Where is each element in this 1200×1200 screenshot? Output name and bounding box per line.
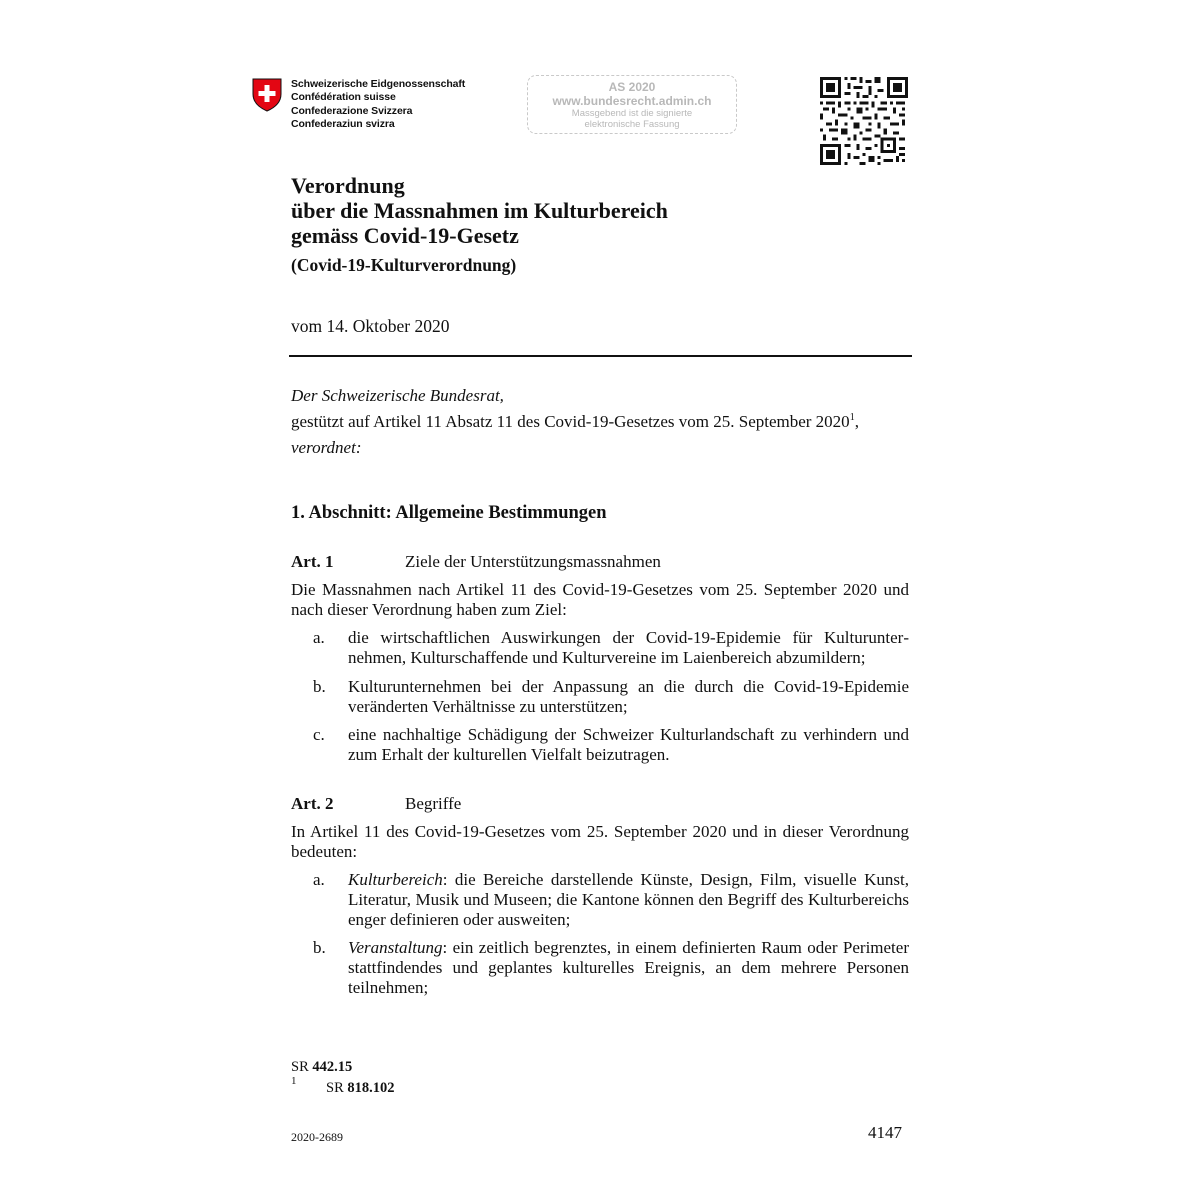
sr-reference — [291, 1058, 352, 1076]
article-title: Ziele der Unterstützungsmassnahmen — [405, 552, 661, 571]
preamble-basis — [291, 411, 859, 433]
item-text: die wirtschaftlichen Auswirkungen der Covid-19-Epidemie für Kulturunternehmen, Kulturschaffende und Kulturvereine im Laienbereich abzumildern; — [348, 628, 909, 667]
item-letter: b. — [313, 938, 326, 957]
document-title — [291, 173, 668, 248]
article-intro: Die Massnahmen nach Artikel 11 des Covid-19-Gesetzes vom 25. September 2020 und nach dieser Verordnung haben zum Ziel: — [291, 580, 909, 619]
title-divider — [289, 355, 912, 357]
swiss-coat-of-arms-icon — [252, 78, 282, 112]
preamble-basis-text: gestützt auf Artikel 11 Absatz 11 des Covid-19-Gesetzes vom 25. September 2020 — [291, 412, 850, 431]
page-number: 4147 — [868, 1123, 902, 1142]
authority-line: Confederazione Svizzera — [291, 104, 413, 117]
short-title: (Covid-19-Kulturverordnung) — [291, 255, 517, 275]
stamp-note: Massgebend ist die signierte — [571, 108, 693, 119]
stamp-note: elektronische Fassung — [584, 119, 680, 130]
footnote-text — [326, 1079, 395, 1097]
authority-block — [291, 78, 465, 131]
article-number: Art. 2 — [291, 794, 334, 813]
footnote-prefix: SR — [326, 1080, 348, 1096]
authority-line: Confédération suisse — [291, 91, 396, 104]
stamp-url: www.bundesrecht.admin.ch — [552, 94, 712, 108]
sr-prefix: SR — [291, 1059, 313, 1075]
qr-code-icon — [820, 77, 908, 165]
footnote-sr: 818.102 — [347, 1080, 395, 1096]
article-number: Art. 1 — [291, 552, 334, 571]
authority-line: Schweizerische Eidgenossenschaft — [291, 78, 466, 90]
item-letter: a. — [313, 870, 325, 889]
item-text — [348, 938, 909, 998]
definition-text: : die Bereiche darstellende Künste, Design, Film, visuelle Kunst, Literatur, Musik und Museen; die Kantone können den Begriff des Kulturbereichs enger definieren oder ausweiten; — [348, 870, 909, 929]
authority-line: Confederaziun svizra — [291, 117, 395, 130]
title-line: über die Massnahmen im Kulturbereich — [291, 198, 668, 223]
preamble-decree: verordnet: — [291, 438, 362, 457]
footnote-number: 1 — [291, 1075, 297, 1087]
stamp-as: AS 2020 — [608, 80, 656, 94]
item-text — [348, 870, 909, 930]
document-number: 2020-2689 — [291, 1130, 343, 1144]
item-text: eine nachhaltige Schädigung der Schweizer Kulturlandschaft zu verhindern und zum Erhalt der kulturellen Vielfalt beizutragen. — [348, 725, 909, 764]
defined-term: Kulturbereich — [348, 870, 443, 889]
article-title: Begriffe — [405, 794, 462, 813]
defined-term: Veranstaltung — [348, 938, 443, 957]
item-letter: c. — [313, 725, 325, 744]
document-date: vom 14. Oktober 2020 — [291, 316, 450, 336]
preamble-basis-suffix: , — [854, 412, 859, 431]
article-intro: In Artikel 11 des Covid-19-Gesetzes vom 25. September 2020 und in dieser Verordnung bedeuten: — [291, 822, 909, 861]
item-letter: b. — [313, 677, 326, 696]
item-letter: a. — [313, 628, 325, 647]
section-heading: 1. Abschnitt: Allgemeine Bestimmungen — [291, 503, 607, 523]
footnote-ref[interactable]: 1 — [849, 412, 855, 423]
title-line: gemäss Covid-19-Gesetz — [291, 223, 519, 248]
definition-text: : ein zeitlich begrenztes, in einem definierten Raum oder Perimeter stattfindendes und geplantes kulturelles Ereignis, an dem mehrere Personen teilnehmen; — [348, 938, 909, 997]
sr-number: 442.15 — [312, 1059, 353, 1075]
official-stamp — [527, 75, 737, 134]
title-line: Verordnung — [291, 173, 405, 198]
preamble-authority: Der Schweizerische Bundesrat, — [291, 386, 504, 405]
item-text: Kulturunternehmen bei der Anpassung an die durch die Covid-19-Epidemie veränderten Verhältnisse zu unterstützen; — [348, 677, 909, 716]
